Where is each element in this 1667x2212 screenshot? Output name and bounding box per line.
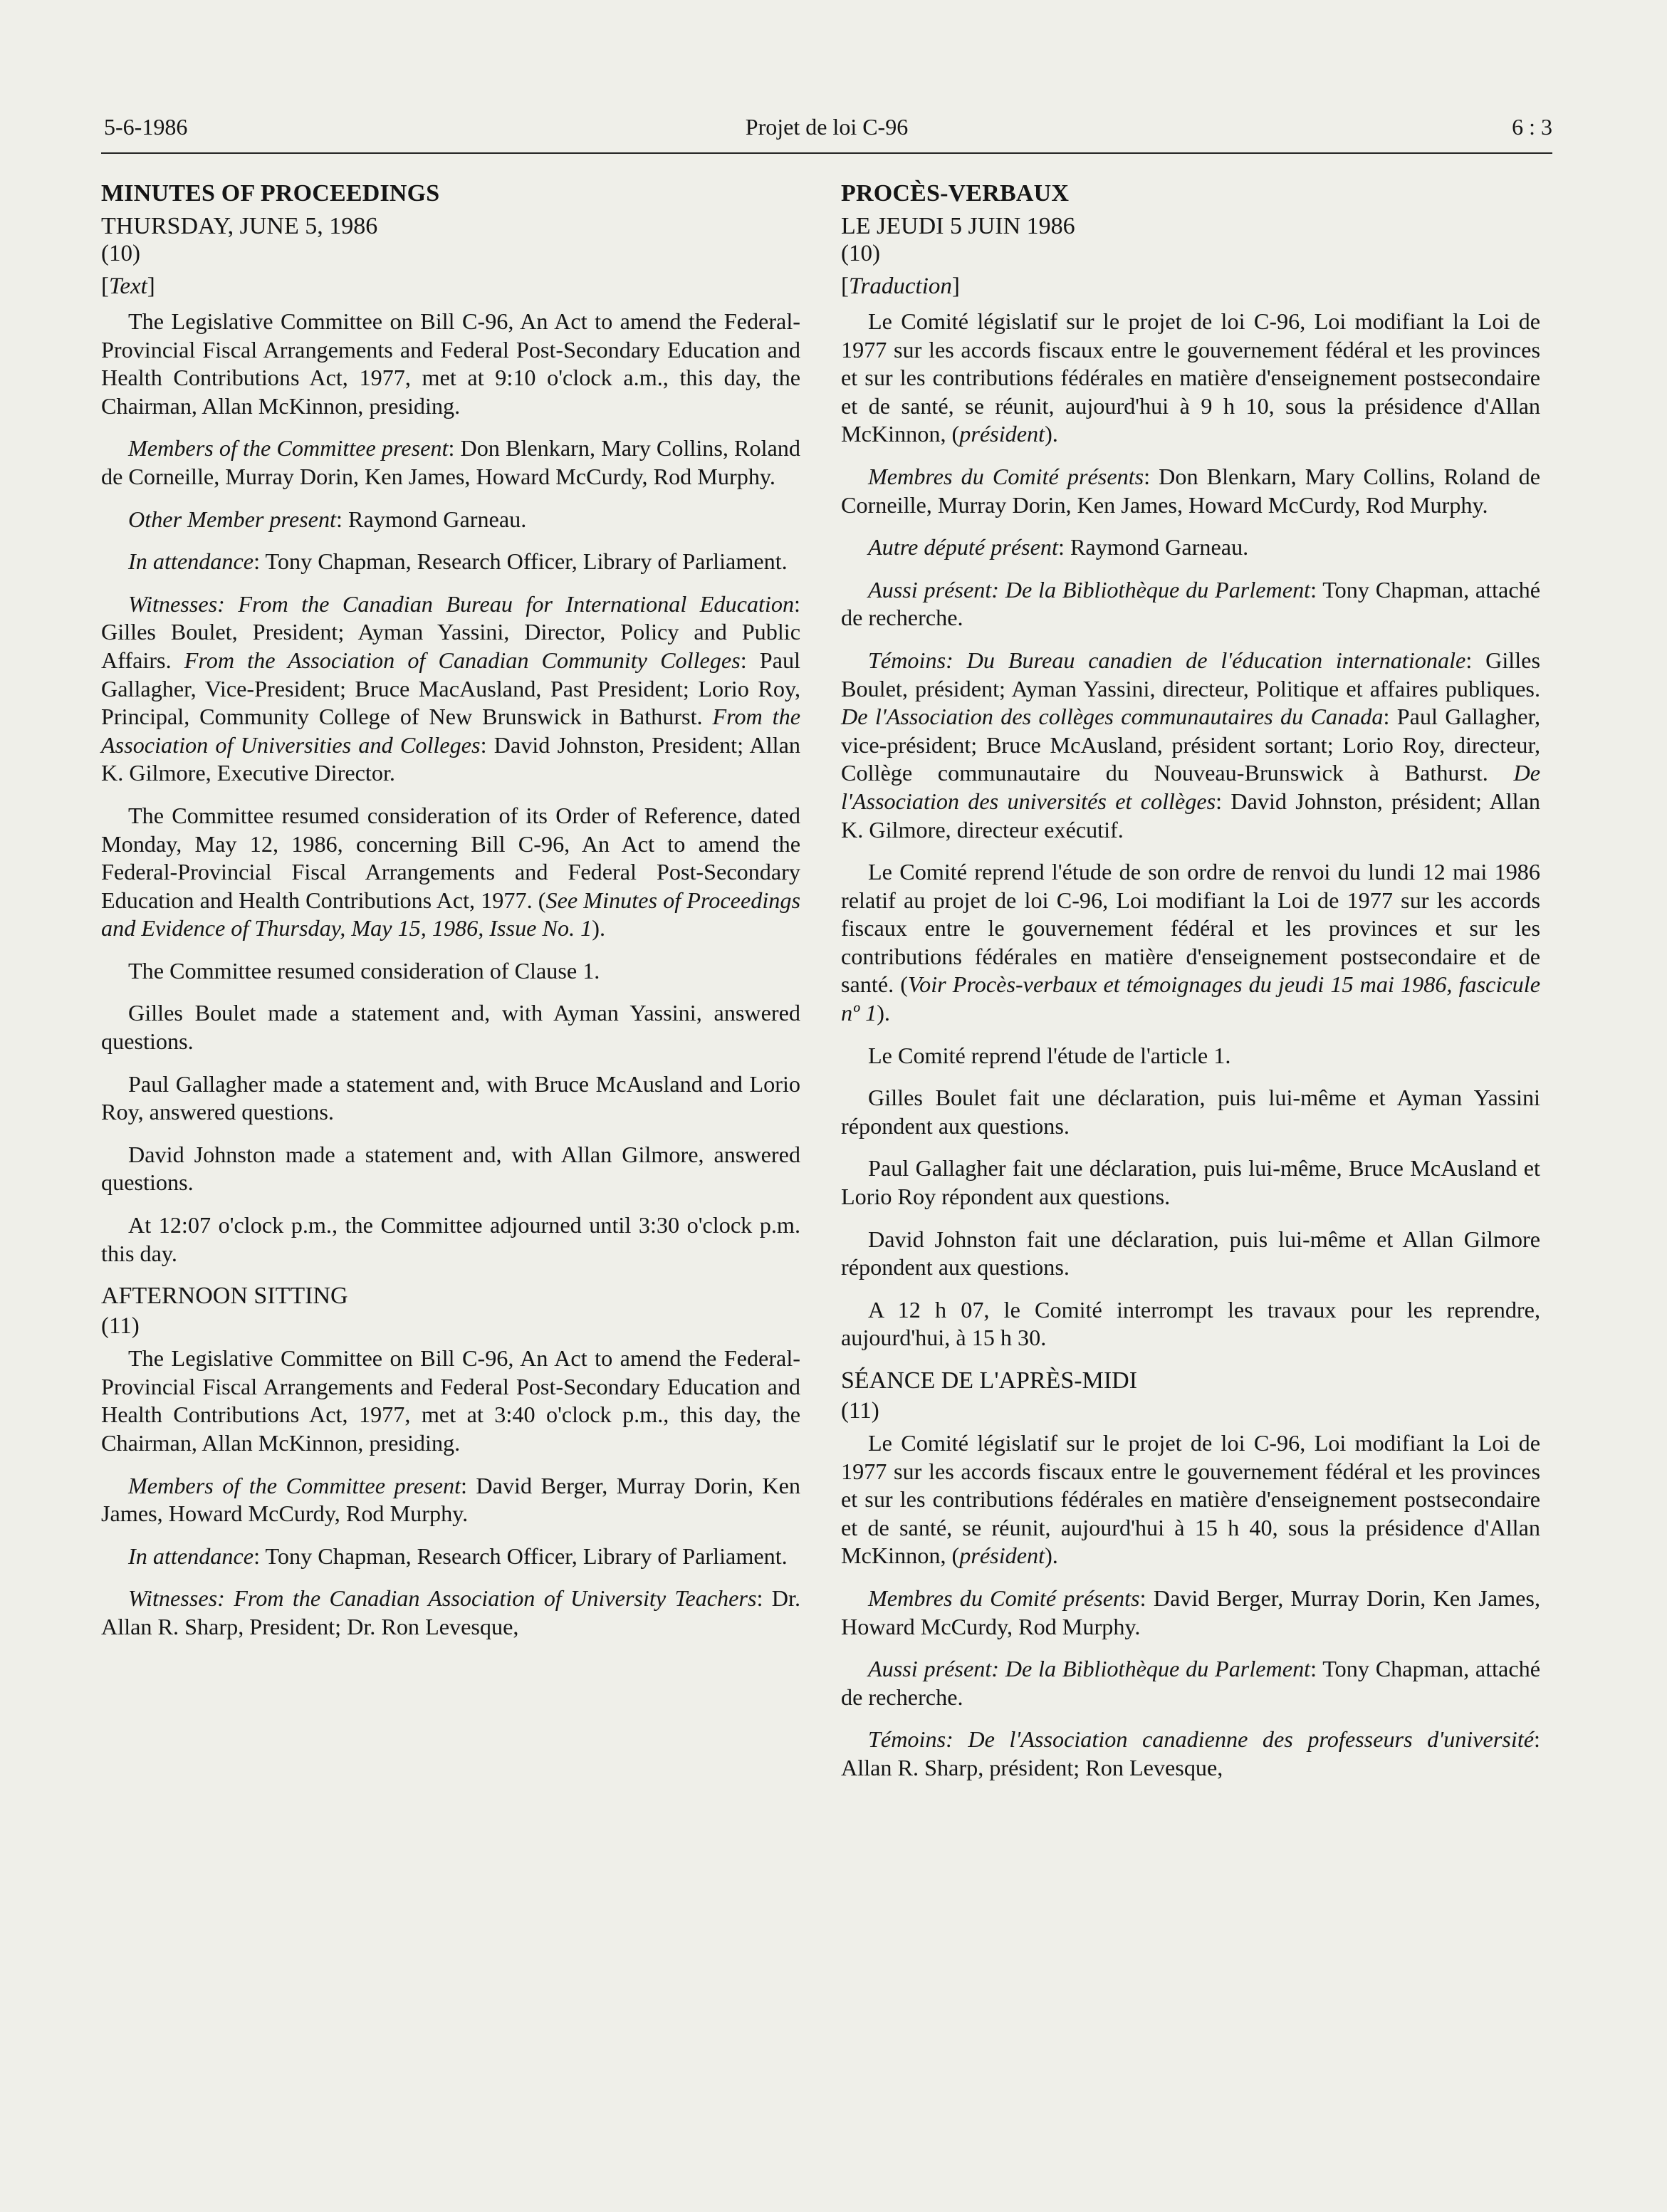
header-rule <box>101 152 1552 154</box>
afternoon-paragraph-fr: Le Comité législatif sur le projet de loi C-96, Loi modifiant la Loi de 1977 sur les accords fiscaux entre le gouvernement fédéral et les provinces et sur les contributions fédérales en matière d'enseignement postsecondaire et de santé, se réunit, aujourd'hui à 15 h 40, sous la présidence d'Allan McKinnon, (président). <box>841 1430 1540 1569</box>
language-mark: [Text] <box>101 273 155 299</box>
witnesses: Witnesses: From the Canadian Bureau for International Education: Gilles Boulet, President; Ayman Yassini, Director, Policy and Public Affairs. From the Association of Canadian Community Colleges: Paul Gallagher, Vice-President; Bruce MacAusland, Past President; Lorio Roy, Principal, Community College of New Brunswick in Bathurst. From the Association of Universities and Colleges: David Johnston, President; Allan K. Gilmore, Executive Director. <box>101 590 801 786</box>
afternoon-in-attendance: In attendance: Tony Chapman, Research Officer, Library of Parliament. <box>128 1543 788 1569</box>
members-present-fr: Membres du Comité présents: Don Blenkarn, Mary Collins, Roland de Corneille, Murray Dorin, Ken James, Howard McCurdy, Rod Murphy. <box>841 463 1540 518</box>
afternoon-paragraph: The Legislative Committee on Bill C-96, An Act to amend the Federal-Provincial Fiscal Arrangements and Federal Post-Secondary Education and Health Contributions Act, 1977, met at 3:40 o'clock p.m., this day, the Chairman, Allan McKinnon, presiding. <box>101 1345 800 1456</box>
statement-johnston-fr: David Johnston fait une déclaration, puis lui-même et Allan Gilmore répondent aux questions. <box>841 1226 1540 1280</box>
header-date: 5-6-1986 <box>104 114 188 140</box>
meeting-date-fr: LE JEUDI 5 JUIN 1986 <box>841 213 1075 239</box>
afternoon-title: AFTERNOON SITTING <box>101 1283 348 1310</box>
afternoon-number: (11) <box>101 1313 140 1340</box>
section-title-fr: PROCÈS-VERBAUX <box>841 180 1070 207</box>
order-of-reference-fr: Le Comité reprend l'étude de son ordre de renvoi du lundi 12 mai 1986 relatif au projet de loi C-96, Loi modifiant la Loi de 1977 sur les accords fiscaux entre le gouvernement fédéral et les provinces et sur les contributions fédérales en matière d'enseignement postsecondaire et de santé. (Voir Procès-verbaux et témoignages du jeudi 15 mai 1986, fascicule nº 1). <box>841 859 1540 1026</box>
header-page-number: 6 : 3 <box>1512 114 1552 140</box>
afternoon-members-present-fr: Membres du Comité présents: David Berger, Murray Dorin, Ken James, Howard McCurdy, Rod Murphy. <box>841 1585 1541 1639</box>
statement-boulet-fr: Gilles Boulet fait une déclaration, puis lui-même et Ayman Yassini répondent aux questions. <box>841 1085 1540 1139</box>
other-member-present-fr: Autre député présent: Raymond Garneau. <box>868 534 1249 560</box>
clause-paragraph: The Committee resumed consideration of Clause 1. <box>128 957 600 984</box>
statement-gallagher-fr: Paul Gallagher fait une déclaration, puis lui-même, Bruce McAusland et Lorio Roy répondent aux questions. <box>841 1155 1540 1210</box>
header-title: Projet de loi C-96 <box>745 114 909 140</box>
in-attendance: In attendance: Tony Chapman, Research Officer, Library of Parliament. <box>128 548 788 575</box>
afternoon-in-attendance-fr: Aussi présent: De la Bibliothèque du Parlement: Tony Chapman, attaché de recherche. <box>841 1656 1540 1710</box>
meeting-number-fr: (10) <box>841 241 880 266</box>
language-mark-fr: [Traduction] <box>841 273 960 299</box>
adjournment: At 12:07 o'clock p.m., the Committee adjourned until 3:30 o'clock p.m. this day. <box>101 1212 800 1266</box>
french-column <box>841 177 1540 1797</box>
order-of-reference: The Committee resumed consideration of its Order of Reference, dated Monday, May 12, 1986, concerning Bill C-96, An Act to amend the Federal-Provincial Fiscal Arrangements and Federal Post-Secondary Education and Health Contributions Act, 1977. (See Minutes of Proceedings and Evidence of Thursday, May 15, 1986, Issue No. 1). <box>101 802 800 941</box>
afternoon-witnesses: Witnesses: From the Canadian Association of University Teachers: Dr. Allan R. Sharp, President; Dr. Ron Levesque, <box>101 1585 800 1639</box>
adjournment-fr: A 12 h 07, le Comité interrompt les travaux pour les reprendre, aujourd'hui, à 15 h 30. <box>841 1296 1540 1351</box>
opening-paragraph: The Legislative Committee on Bill C-96, An Act to amend the Federal-Provincial Fiscal Arrangements and Federal Post-Secondary Education and Health Contributions Act, 1977, met at 9:10 o'clock a.m., this day, the Chairman, Allan McKinnon, presiding. <box>101 308 800 419</box>
english-column <box>101 177 800 1656</box>
statement-gallagher: Paul Gallagher made a statement and, with Bruce McAusland and Lorio Roy, answered questions. <box>101 1070 800 1125</box>
opening-paragraph-fr: Le Comité législatif sur le projet de loi C-96, Loi modifiant la Loi de 1977 sur les accords fiscaux entre le gouvernement fédéral et les provinces et sur les contributions fédérales en matière d'enseignement postsecondaire et de santé, se réunit, aujourd'hui à 9 h 10, sous la présidence d'Allan McKinnon, (président). <box>841 308 1540 447</box>
afternoon-number-fr: (11) <box>841 1398 879 1424</box>
witnesses-fr: Témoins: Du Bureau canadien de l'éducation internationale: Gilles Boulet, président; Ayman Yassini, directeur, Politique et affaires publiques. De l'Association des collèges communautaires du Canada: Paul Gallagher, vice-président; Bruce McAusland, président sortant; Lorio Roy, directeur, Collège communautaire du Nouveau-Brunswick à Bathurst. De l'Association des universités et collèges: David Johnston, président; Allan K. Gilmore, directeur exécutif. <box>841 647 1541 842</box>
afternoon-title-fr: SÉANCE DE L'APRÈS-MIDI <box>841 1367 1138 1394</box>
running-header <box>101 107 1552 150</box>
other-member-present: Other Member present: Raymond Garneau. <box>128 506 527 532</box>
members-present: Members of the Committee present: Don Blenkarn, Mary Collins, Roland de Corneille, Murray Dorin, Ken James, Howard McCurdy, Rod Murphy. <box>101 435 800 489</box>
meeting-date: THURSDAY, JUNE 5, 1986 <box>101 213 378 239</box>
clause-paragraph-fr: Le Comité reprend l'étude de l'article 1. <box>868 1042 1231 1068</box>
meeting-number: (10) <box>101 241 140 266</box>
statement-johnston: David Johnston made a statement and, with Allan Gilmore, answered questions. <box>101 1141 800 1196</box>
statement-boulet: Gilles Boulet made a statement and, with Ayman Yassini, answered questions. <box>101 1000 800 1055</box>
afternoon-members-present: Members of the Committee present: David Berger, Murray Dorin, Ken James, Howard McCurdy, Rod Murphy. <box>101 1472 800 1527</box>
section-title: MINUTES OF PROCEEDINGS <box>101 180 440 207</box>
afternoon-witnesses-fr: Témoins: De l'Association canadienne des professeurs d'université: Allan R. Sharp, président; Ron Levesque, <box>841 1726 1540 1780</box>
in-attendance-fr: Aussi présent: De la Bibliothèque du Parlement: Tony Chapman, attaché de recherche. <box>841 576 1540 631</box>
